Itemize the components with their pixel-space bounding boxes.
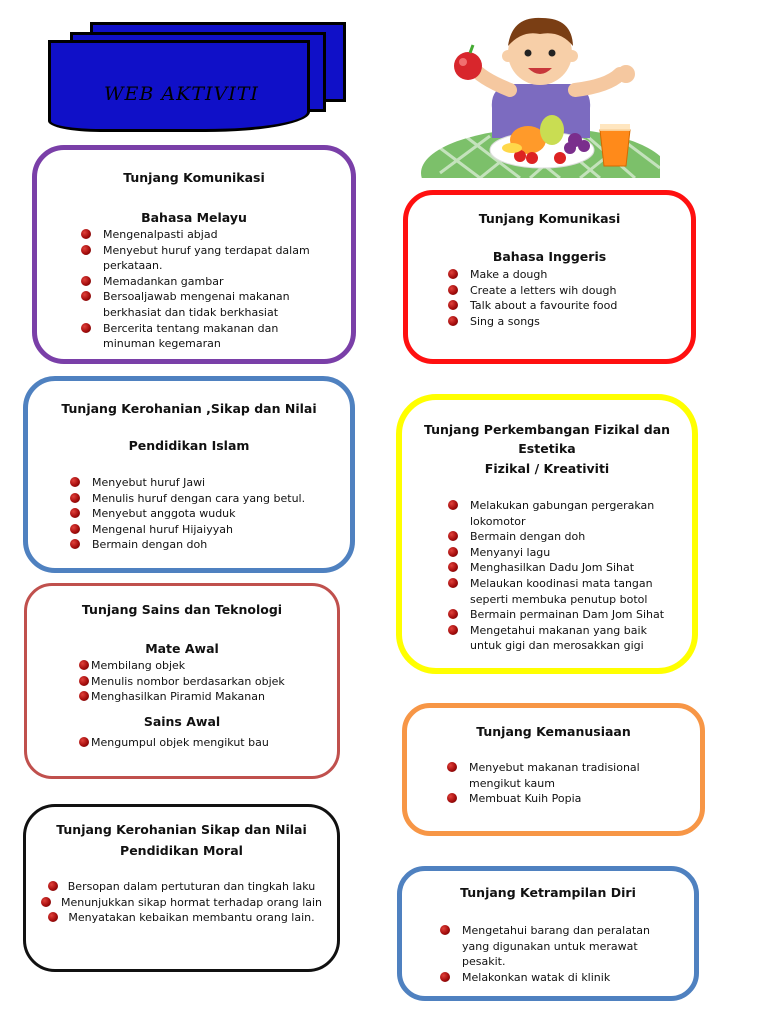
list-item-text: Menulis huruf dengan cara yang betul.: [92, 491, 306, 505]
list-item: [81, 321, 331, 352]
bullet-icon: [81, 291, 91, 301]
list-item: [448, 576, 678, 607]
bullet-icon: [448, 562, 458, 572]
bullet-icon: [79, 676, 89, 686]
list-item: [81, 274, 331, 290]
list-item: [70, 506, 340, 522]
box-kerohanian-pendidikan-islam: [23, 376, 355, 573]
bullet-list: [70, 475, 340, 553]
bullet-icon: [440, 925, 450, 935]
list-item-text: Mengenal huruf Hijaiyyah: [92, 522, 233, 536]
bullet-icon: [440, 972, 450, 982]
bullet-icon: [448, 285, 458, 295]
box-subtitle-mate-awal: Mate Awal: [145, 641, 219, 656]
list-item: [79, 674, 329, 690]
box-subtitle: Bahasa Inggeris: [492, 249, 607, 264]
list-item-text: Melakukan gabungan pergerakan lokomotor: [470, 499, 655, 528]
list-item: [81, 289, 331, 320]
bullet-icon: [448, 609, 458, 619]
list-item: [448, 498, 678, 529]
list-item-text: Sing a songs: [470, 314, 540, 328]
bullet-icon: [448, 531, 458, 541]
list-item: [70, 475, 340, 491]
bullet-list: [79, 658, 329, 705]
list-item: [79, 689, 329, 705]
bullet-icon: [48, 881, 58, 891]
box-subtitle: Pendidikan Islam: [128, 438, 250, 453]
list-item: [81, 227, 331, 243]
box-subtitle: Pendidikan Moral: [120, 843, 243, 858]
box-fizikal-estetika: [396, 394, 698, 674]
bullet-icon: [447, 762, 457, 772]
bullet-icon: [41, 897, 51, 907]
bullet-icon: [81, 245, 91, 255]
list-item: [36, 910, 327, 926]
list-item-text: Menunjukkan sikap hormat terhadap orang lain: [60, 895, 323, 909]
box-title: Tunjang Kemanusiaan: [476, 724, 631, 739]
box-title: Tunjang Kerohanian Sikap dan Nilai: [56, 822, 307, 837]
bullet-icon: [448, 300, 458, 310]
bullet-icon: [448, 578, 458, 588]
list-item-text: Menyebut huruf yang terdapat dalam perkataan.: [103, 243, 310, 273]
list-item-text: Membilang objek: [91, 659, 186, 672]
bullet-icon: [448, 269, 458, 279]
bullet-icon: [79, 737, 89, 747]
bullet-icon: [448, 547, 458, 557]
bullet-icon: [70, 508, 80, 518]
list-item-text: Mengumpul objek mengikut bau: [91, 736, 269, 749]
bullet-list: [81, 227, 331, 352]
box-komunikasi-bahasa-melayu: [32, 145, 356, 364]
list-item-text: Menyanyi lagu: [470, 545, 551, 559]
box-subtitle-sains-awal: Sains Awal: [143, 714, 221, 729]
box-title-line2: Estetika: [518, 441, 576, 456]
bullet-list: [448, 498, 678, 654]
list-item-text: Melaukan koodinasi mata tangan seperti membuka penutup botol: [470, 576, 653, 606]
list-item-text: Make a dough: [470, 268, 548, 281]
list-item-text: Mengenalpasti abjad: [103, 228, 218, 241]
bullet-icon: [48, 912, 58, 922]
list-item: [448, 545, 678, 561]
bullet-icon: [81, 229, 91, 239]
list-item: [448, 283, 678, 299]
list-item: [79, 735, 329, 751]
list-item: [81, 243, 331, 274]
list-item-text: Bersoaljawab mengenai makanan berkhasiat dan tidak berkhasiat: [103, 290, 290, 319]
list-item-text: Menyebut anggota wuduk: [92, 507, 236, 521]
list-item-text: Memadankan gambar: [103, 274, 224, 288]
bullet-icon: [448, 625, 458, 635]
list-item: [448, 267, 678, 283]
list-item: [440, 970, 680, 986]
boy-eating-healthy-food-illustration: [420, 8, 660, 178]
list-item-text: Melakonkan watak di klinik: [462, 970, 611, 984]
list-item-text: Menyebut makanan tradisional mengikut kaum: [469, 761, 640, 790]
bullet-icon: [448, 316, 458, 326]
list-item-text: Mengetahui makanan yang baik untuk gigi dan merosakkan gigi: [470, 623, 647, 653]
list-item-text: Mengetahui barang dan peralatan yang digunakan untuk merawat pesakit.: [462, 924, 650, 969]
bullet-list: [448, 267, 678, 329]
list-item: [79, 658, 329, 674]
list-item: [447, 791, 687, 807]
bullet-icon: [79, 691, 89, 701]
list-item-text: Menghasilkan Dadu Jom Sihat: [470, 561, 635, 575]
bullet-icon: [79, 660, 89, 670]
list-item-text: Membuat Kuih Popia: [469, 792, 582, 806]
bullet-icon: [447, 793, 457, 803]
list-item-text: Create a letters wih dough: [470, 283, 617, 297]
bullet-list: [79, 735, 329, 751]
list-item-text: Menulis nombor berdasarkan objek: [91, 674, 285, 688]
bullet-icon: [448, 500, 458, 510]
list-item-text: Bercerita tentang makanan dan minuman kegemaran: [103, 321, 279, 351]
list-item-text: Bermain dengan doh: [470, 530, 586, 544]
list-item: [448, 314, 678, 330]
box-title: Tunjang Ketrampilan Diri: [460, 885, 636, 900]
box-title: Tunjang Komunikasi: [478, 211, 621, 226]
bullet-icon: [81, 323, 91, 333]
list-item: [36, 879, 327, 895]
box-title: Tunjang Komunikasi: [123, 170, 265, 185]
bullet-list: [447, 760, 687, 807]
box-title-line1: Tunjang Perkembangan Fizikal dan: [423, 422, 671, 437]
box-ketrampilan-diri: [397, 866, 699, 1001]
list-item: [440, 923, 680, 970]
list-item-text: Talk about a favourite food: [470, 299, 618, 313]
list-item-text: Bermain permainan Dam Jom Sihat: [470, 608, 665, 622]
list-item: [447, 760, 687, 791]
list-item: [70, 491, 340, 507]
bullet-icon: [70, 493, 80, 503]
bullet-list: [440, 923, 680, 985]
box-subtitle: Bahasa Melayu: [141, 210, 247, 225]
box-sains-teknologi: [24, 583, 340, 779]
list-item: [36, 895, 327, 911]
banner-title: WEB AKTIVITI: [104, 83, 259, 105]
list-item: [70, 522, 340, 538]
bullet-list: [36, 879, 327, 926]
box-kemanusiaan: [402, 703, 705, 836]
list-item-text: Menyebut huruf Jawi: [92, 476, 206, 489]
list-item: [448, 529, 678, 545]
list-item-text: Bermain dengan doh: [92, 538, 208, 552]
list-item: [70, 537, 340, 553]
list-item-text: Bersopan dalam pertuturan dan tingkah laku: [67, 880, 316, 893]
bullet-icon: [70, 524, 80, 534]
bullet-icon: [70, 477, 80, 487]
list-item: [448, 298, 678, 314]
box-title: Tunjang Sains dan Teknologi: [81, 602, 283, 617]
list-item-text: Menghasilkan Piramid Makanan: [91, 690, 265, 704]
bullet-icon: [70, 539, 80, 549]
box-subtitle: Fizikal / Kreativiti: [484, 461, 610, 476]
list-item: [448, 560, 678, 576]
box-komunikasi-bahasa-inggeris: [403, 190, 696, 364]
box-title: Tunjang Kerohanian ,Sikap dan Nilai: [61, 401, 317, 416]
list-item: [448, 623, 678, 654]
bullet-icon: [81, 276, 91, 286]
list-item-text: Menyatakan kebaikan membantu orang lain.: [68, 911, 315, 925]
box-pendidikan-moral: [23, 804, 340, 972]
list-item: [448, 607, 678, 623]
